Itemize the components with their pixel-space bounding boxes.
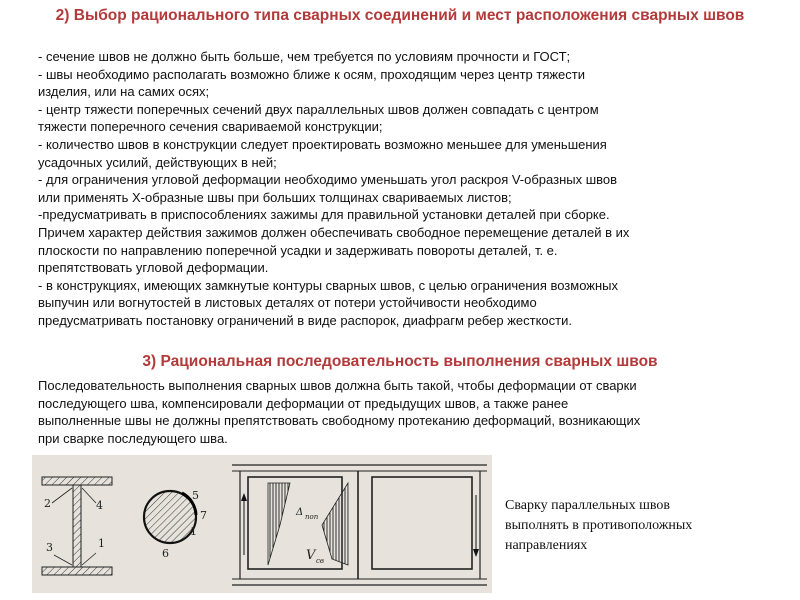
- section3-heading-block: [40, 352, 760, 372]
- v-label: V: [306, 548, 316, 563]
- caption-line: Сварку параллельных швов: [505, 498, 670, 513]
- caption-line: выполнять в противоположных: [505, 518, 693, 533]
- circle-number: 5: [192, 489, 199, 502]
- text-line: Последовательность выполнения сварных швов должна быть такой, чтобы деформации от сварки: [38, 378, 637, 393]
- section2-text: [38, 48, 768, 330]
- ibeam-bottom-flange: [42, 567, 112, 575]
- circle-number: 6: [162, 547, 169, 560]
- text-line: - центр тяжести поперечных сечений двух параллельных швов должен совпадать с центром: [38, 101, 599, 117]
- circular-seam-section: [144, 489, 207, 560]
- delta-sub: поп: [305, 513, 319, 521]
- text-line: Причем характер действия зажимов должен обеспечивать свободное перемещение деталей в их: [38, 224, 630, 240]
- ibeam-number: 3: [46, 541, 53, 554]
- section3-heading: 3) Рациональная последовательность выполнения сварных швов: [142, 353, 658, 370]
- figure-caption: [505, 496, 775, 556]
- text-line: выпучин или вогнутостей в листовых деталях от потери устойчивости необходимо: [38, 295, 537, 311]
- text-line: - сечение швов не должно быть больше, чем требуется по условиям прочности и ГОСТ;: [38, 49, 571, 64]
- text-line: усадочных усилий, действующих в ней;: [38, 154, 277, 170]
- welding-diagram: [32, 455, 492, 593]
- text-line: предусматривать постановку ограничений в виде распорок, диафрагм ребер жесткости.: [38, 312, 572, 328]
- ibeam-number: 4: [96, 499, 103, 512]
- text-line: или применять X-образные швы при больших толщинах свариваемых листов;: [38, 189, 512, 205]
- text-line: плоскости по направлению поперечной усадки и задерживать повороты деталей, т. е.: [38, 242, 558, 258]
- text-line: выполненные швы не должны препятствовать свободному протеканию деформаций, возникающих: [38, 413, 641, 429]
- ibeam-number: 2: [44, 497, 51, 510]
- section2-heading-block: [40, 6, 760, 26]
- ibeam-number: 1: [98, 537, 105, 550]
- ibeam-section: [42, 477, 112, 575]
- welding-diagram-svg: [32, 455, 492, 593]
- text-line: препятствовать угловой деформации.: [38, 260, 269, 276]
- parallel-seams-plate: [232, 465, 487, 585]
- ibeam-web: [73, 485, 81, 567]
- text-line: тяжести поперечного сечения свариваемой конструкции;: [38, 119, 383, 135]
- ibeam-top-flange: [42, 477, 112, 485]
- text-line: при сварке последующего шва.: [38, 430, 228, 446]
- text-line: - в конструкциях, имеющих замкнутые контуры сварных швов, с целью ограничения возможных: [38, 277, 619, 293]
- text-line: последующего шва, компенсировали деформации от предыдущих швов, а также ранее: [38, 395, 569, 411]
- section3-text: [38, 377, 770, 447]
- deformation-epure-right: [322, 483, 348, 565]
- v-sub: св: [316, 557, 324, 565]
- circle-number: 1: [190, 525, 197, 538]
- circle-number: 7: [200, 509, 207, 522]
- delta-label: Δ: [296, 507, 304, 518]
- text-line: - количество швов в конструкции следует проектировать возможно меньшее для уменьшения: [38, 136, 607, 152]
- deformation-epure-left: [268, 483, 290, 565]
- section2-heading: 2) Выбор рационального типа сварных соединений и мест расположения сварных швов: [55, 7, 745, 24]
- caption-line: направлениях: [505, 538, 588, 553]
- plate-panel-right: [372, 477, 472, 569]
- text-line: - швы необходимо располагать возможно ближе к осям, проходящим через центр тяжести: [38, 66, 586, 82]
- text-line: -предусматривать в приспособлениях зажимы для правильной установки деталей при сборке.: [38, 207, 610, 223]
- text-line: изделия, или на самих осях;: [38, 84, 210, 100]
- text-line: - для ограничения угловой деформации необходимо уменьшать угол раскроя V-образных швов: [38, 172, 618, 188]
